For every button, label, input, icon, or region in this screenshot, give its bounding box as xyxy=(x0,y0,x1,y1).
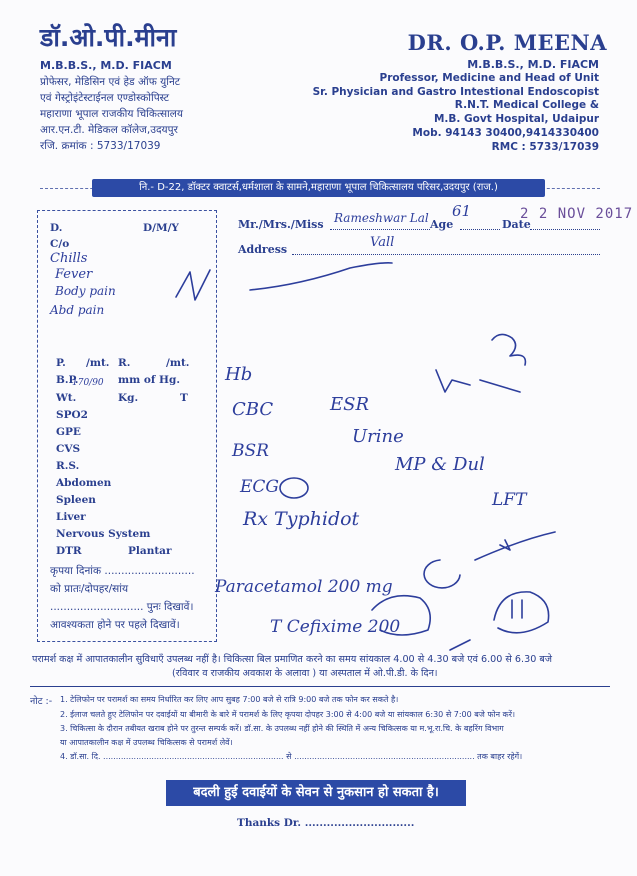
pulse-unit: /mt. xyxy=(86,357,110,369)
hindi-line: महाराणा भूपाल राजकीय चिकित्सालय xyxy=(40,108,183,120)
dmy-label: D/M/Y xyxy=(143,222,179,234)
handwritten-bp: 170/90 xyxy=(72,378,104,388)
doctor-name-english: DR. O.P. MEENA xyxy=(407,30,607,55)
scribble xyxy=(280,478,308,498)
revisit-line: कृपया दिनांक ........................... xyxy=(50,565,195,577)
warning-band: बदली हुई दवाईयों के सेवन से नुकसान हो सकता है। xyxy=(166,780,466,806)
co-label: C/o xyxy=(50,238,70,250)
resp-label: R. xyxy=(118,357,131,369)
revisit-line: आवश्यकता होने पर पहले दिखावें। xyxy=(50,619,180,631)
rx-line: MP & Dul xyxy=(395,454,485,475)
rx-line: Urine xyxy=(352,426,404,447)
dtr-label: DTR xyxy=(56,545,82,557)
patient-name-label: Mr./Mrs./Miss xyxy=(238,218,324,231)
thanks-line: Thanks Dr. .............................. xyxy=(237,817,415,829)
scribble xyxy=(492,334,525,365)
rx-line: LFT xyxy=(492,490,527,510)
rx-line: ESR xyxy=(330,394,370,415)
exam-item: Spleen xyxy=(56,494,96,506)
kg-label: Kg. xyxy=(118,392,139,404)
english-line: Mob. 94143 30400,9414330400 xyxy=(412,126,599,139)
complaint-text: Body pain xyxy=(55,284,116,298)
revisit-line: को प्रातः/दोपहर/सांय xyxy=(50,583,129,595)
scribble xyxy=(176,270,210,300)
exam-item: CVS xyxy=(56,443,81,455)
exam-item: SPO2 xyxy=(56,409,88,421)
exam-item: Liver xyxy=(56,511,86,523)
divider xyxy=(30,686,610,687)
rx-line: CBC xyxy=(232,399,274,420)
english-line: R.N.T. Medical College & xyxy=(454,99,599,112)
revisit-line: ............................ पुनः दिखावें। xyxy=(50,601,194,613)
exam-item: Abdomen xyxy=(56,477,112,489)
exam-item: GPE xyxy=(56,426,81,438)
bp-label: B.P. xyxy=(56,374,79,386)
bp-unit: mm of Hg. xyxy=(118,374,180,386)
rx-line: T Cefixime 200 xyxy=(270,617,401,637)
scribble xyxy=(450,640,470,650)
handwritten-address: Vall xyxy=(370,235,395,250)
rx-line: ECG xyxy=(240,477,279,497)
hindi-line: आर.एन.टी. मेडिकल कॉलेज,उदयपुर xyxy=(40,124,178,136)
english-line: RMC : 5733/17039 xyxy=(491,140,599,153)
d-label: D. xyxy=(50,222,63,234)
note-item: 4. डॉ.सा. दि. ....................................................................... से ....................................................................... तक बाहर रहेगें। xyxy=(60,752,523,761)
rx-line: Hb xyxy=(225,364,253,385)
plantar-label: Plantar xyxy=(128,545,172,557)
note-item: 2. ईलाज चलते हुए टेलिफोन पर दवाईयों या बीमारी के बारे में परामर्श के लिए कृपया दोपहर 3:00 से 4:00 बजे या सांयकाल 6:30 से 7:00 बजे फोन करें। xyxy=(60,710,515,719)
english-line: M.B. Govt Hospital, Udaipur xyxy=(433,113,599,126)
scribble xyxy=(250,263,392,290)
age-label: Age xyxy=(430,218,454,231)
residence-address-band: नि.- D-22, डॉक्टर क्वाटर्स,धर्मशाला के सामने,महाराणा भूपाल चिकित्सालय परिसर,उदयपुर (राज.) xyxy=(92,179,545,197)
note-item: या आपातकालीन कक्ष में उपलब्ध चिकित्सक से परामर्श लेवें। xyxy=(60,738,233,747)
exam-item: Nervous System xyxy=(56,528,151,540)
rx-line: Paracetamol 200 mg xyxy=(215,577,393,597)
scribble xyxy=(424,532,555,588)
hindi-line: रजि. क्रमांक : 5733/17039 xyxy=(40,140,161,152)
notice-line: (रविवार व राजकीय अवकाश के अलावा ) या अस्पताल में ओ.पी.डी. के दिन। xyxy=(172,668,438,679)
doctor-name-hindi: डॉ.ओ.पी.मीना xyxy=(40,23,177,52)
weight-label: Wt. xyxy=(56,392,77,404)
hindi-line: एवं गेस्ट्रोइंटेस्टाईनल एण्डोस्कोपिस्ट xyxy=(40,92,170,104)
hindi-degree: M.B.B.S., M.D. FIACM xyxy=(40,59,172,72)
notes-label: नोट :- xyxy=(30,696,53,707)
temp-label: T xyxy=(180,392,188,404)
hindi-line: प्रोफेसर, मेडिसिन एवं हेड ऑफ युनिट xyxy=(40,76,181,88)
scribble xyxy=(436,370,520,392)
scribble xyxy=(512,600,522,618)
date-stamp: 2 2 NOV 2017 xyxy=(520,206,634,222)
notice-line: परामर्श कक्ष में आपातकालीन सुविधाएँ उपलब्ध नहीं है। चिकित्सा बिल प्रमाणित करने का समय सांयकाल 4.00 से 4.30 बजे एवं 6.00 से 6.30 बजे xyxy=(32,654,552,665)
handwritten-age: 61 xyxy=(452,202,472,220)
note-item: 1. टेलिफोन पर परामर्श का समय निर्धारित कर लिए आप सुबह 7:00 बजे से रात्रि 9:00 बजे तक फोन कर सकते है। xyxy=(60,695,399,704)
resp-unit: /mt. xyxy=(166,357,190,369)
rx-line: BSR xyxy=(232,441,269,461)
exam-item: R.S. xyxy=(56,460,80,472)
complaint-text: Abd pain xyxy=(50,303,105,317)
complaint-text: Chills xyxy=(50,251,88,266)
english-line: Professor, Medicine and Head of Unit xyxy=(379,71,599,84)
english-line: Sr. Physician and Gastro Intestional Endoscopist xyxy=(312,85,599,98)
rx-line: Rx Typhidot xyxy=(243,508,360,530)
complaint-text: Fever xyxy=(55,267,93,282)
handwritten-name: Rameshwar Lal xyxy=(334,211,429,225)
english-degree: M.B.B.S., M.D. FIACM xyxy=(467,58,599,71)
pulse-label: P. xyxy=(56,357,66,369)
address-label: Address xyxy=(238,243,288,256)
date-label: Date xyxy=(502,218,531,231)
note-item: 3. चिकित्सा के दौरान तबीयत खराब होने पर तुरन्त सम्पर्क करें। डॉ.सा. के उपलब्ध नहीं होने की स्थिति में अन्य चिकित्सक या म.भू.रा.चि. के बहरिंग विभाग xyxy=(60,724,504,733)
